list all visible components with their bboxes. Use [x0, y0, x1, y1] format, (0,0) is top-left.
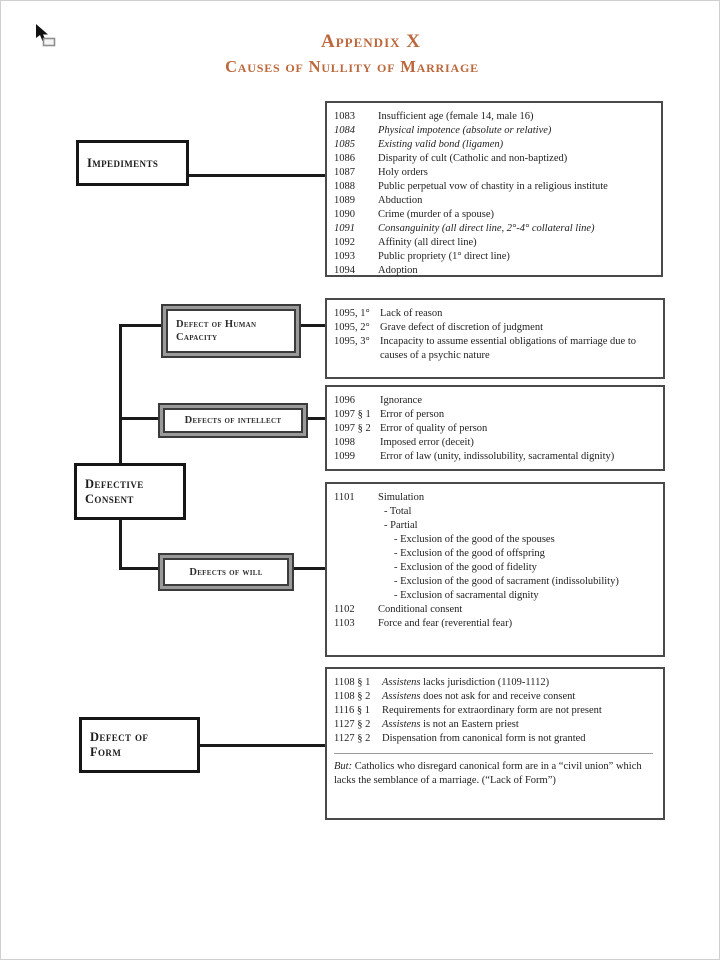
defective-consent-label — [77, 475, 152, 509]
cause-text — [382, 718, 655, 732]
connector-will-right — [289, 567, 327, 570]
cause-text: Ignorance — [380, 395, 422, 406]
cause-text: - Exclusion of the good of fidelity — [394, 562, 537, 573]
list-item — [334, 561, 655, 575]
will-list — [325, 482, 665, 657]
latin-term: Assistens — [382, 677, 421, 688]
list-item — [334, 335, 655, 363]
canon-number: 1095, 1° — [334, 308, 370, 319]
latin-term: Assistens — [382, 719, 421, 730]
list-item — [334, 690, 655, 704]
defects-of-intellect-box — [163, 408, 303, 433]
cause-text: Existing valid bond (ligamen) — [378, 139, 504, 150]
connector-consent-vertical-bottom — [119, 520, 122, 570]
cause-text: - Exclusion of sacramental dignity — [394, 590, 539, 601]
cause-text — [382, 732, 655, 746]
list-item — [334, 180, 653, 194]
cause-text-rest: Dispensation from canonical form is not granted — [382, 733, 586, 744]
note-divider — [334, 753, 653, 754]
canon-number: 1108 § 2 — [334, 691, 371, 702]
cause-text: Disparity of cult (Catholic and non-baptized) — [378, 153, 568, 164]
defective-consent-line1: Defective — [85, 476, 144, 491]
cause-text: Conditional consent — [378, 604, 463, 615]
cause-text-rest: does not ask for and receive consent — [420, 691, 576, 702]
cause-text: Imposed error (deceit) — [380, 437, 474, 448]
list-item — [334, 321, 655, 335]
connector-intellect-left — [119, 417, 166, 420]
canon-number: 1116 § 1 — [334, 705, 370, 716]
cause-text: Crime (murder of a spouse) — [378, 209, 495, 220]
lack-of-form-note — [334, 760, 655, 788]
canon-number: 1127 § 2 — [334, 719, 371, 730]
canon-number: 1083 — [334, 111, 355, 122]
list-item — [334, 394, 655, 408]
connector-intellect-right — [301, 417, 327, 420]
list-item — [334, 617, 655, 631]
form-list — [325, 667, 665, 820]
cause-text: Affinity (all direct line) — [378, 237, 477, 248]
list-item — [334, 110, 653, 124]
list-item — [334, 436, 655, 450]
canon-number: 1094 — [334, 265, 355, 276]
list-item — [334, 166, 653, 180]
cause-text: Simulation — [378, 492, 425, 503]
note-text: Catholics who disregard canonical form are in a “civil union” which lacks the semblance of a marriage. (“Lack of Form”) — [334, 761, 642, 786]
intellect-list — [325, 385, 665, 471]
canon-number: 1101 — [334, 492, 355, 503]
list-item — [334, 676, 655, 690]
list-item — [334, 718, 655, 732]
connector-form — [200, 744, 327, 747]
defect-human-capacity-label — [168, 317, 294, 345]
list-item — [334, 124, 653, 138]
cause-text: Public propriety (1° direct line) — [378, 251, 510, 262]
defect-of-form-label — [82, 728, 156, 762]
connector-consent-vertical-top — [119, 324, 122, 463]
cause-text: Force and fear (reverential fear) — [378, 618, 513, 629]
canon-number: 1087 — [334, 167, 355, 178]
page-title: Appendix X — [321, 31, 421, 52]
canon-number — [334, 547, 378, 561]
cause-text: Abduction — [378, 195, 423, 206]
cause-text: - Exclusion of the good of sacrament (indissolubility) — [394, 576, 619, 587]
list-item — [334, 505, 655, 519]
list-item — [334, 250, 653, 264]
cause-text: Consanguinity (all direct line, 2°-4° collateral line) — [378, 223, 595, 234]
cause-text — [382, 704, 655, 718]
connector-will-left — [119, 567, 166, 570]
canon-number: 1090 — [334, 209, 355, 220]
cause-text: Adoption — [378, 265, 418, 276]
impediments-box — [76, 140, 189, 186]
cause-text: Public perpetual vow of chastity in a religious institute — [378, 181, 608, 192]
canon-number: 1127 § 2 — [334, 733, 371, 744]
canon-number: 1102 — [334, 604, 355, 615]
list-item — [334, 236, 653, 250]
canon-number: 1091 — [334, 223, 355, 234]
list-item — [334, 408, 655, 422]
list-item — [334, 422, 655, 436]
list-item — [334, 307, 655, 321]
defect-of-form-line1: Defect of — [90, 730, 149, 744]
canon-number: 1093 — [334, 251, 355, 262]
defective-consent-box — [74, 463, 186, 520]
list-item — [334, 222, 653, 236]
defects-of-will-box — [163, 558, 289, 586]
cause-text-rest: Requirements for extraordinary form are not present — [382, 705, 602, 716]
cause-text: Holy orders — [378, 167, 428, 178]
canon-number: 1103 — [334, 618, 355, 629]
canon-number — [334, 505, 378, 519]
canon-number — [334, 589, 378, 603]
canon-number: 1084 — [334, 125, 355, 136]
canon-number: 1108 § 1 — [334, 677, 371, 688]
list-item — [334, 603, 655, 617]
connector-capacity-right — [294, 324, 327, 327]
canon-number: 1098 — [334, 437, 355, 448]
canon-number: 1096 — [334, 395, 355, 406]
cause-text — [382, 676, 655, 690]
page-subtitle: Causes of Nullity of Marriage — [225, 57, 479, 76]
canon-number: 1092 — [334, 237, 355, 248]
note-label: But: — [334, 761, 353, 772]
defect-human-capacity-box — [166, 309, 296, 353]
canon-number — [334, 575, 378, 589]
canon-number: 1085 — [334, 139, 355, 150]
defects-of-intellect-label: Defects of intellect — [184, 415, 282, 426]
canon-number: 1089 — [334, 195, 355, 206]
canon-number — [334, 533, 378, 547]
canon-number: 1095, 3° — [334, 336, 370, 347]
defect-of-form-line2: Form — [90, 745, 122, 759]
defects-of-will-label: Defects of will — [189, 566, 263, 578]
list-item — [334, 450, 655, 464]
cause-text-rest: lacks jurisdiction (1109-1112) — [420, 677, 550, 688]
cause-text — [382, 690, 655, 704]
capacity-line1: Defect of Human — [176, 319, 257, 330]
cause-text: - Total — [384, 506, 412, 517]
cause-text: Incapacity to assume essential obligations of marriage due to causes of a psychic nature — [380, 336, 637, 361]
canon-number: 1095, 2° — [334, 322, 370, 333]
latin-term: Assistens — [382, 691, 421, 702]
cause-text: - Exclusion of the good of the spouses — [394, 534, 555, 545]
list-item — [334, 732, 655, 746]
cause-text: Grave defect of discretion of judgment — [380, 322, 543, 333]
cause-text: Insufficient age (female 14, male 16) — [378, 111, 534, 122]
canon-number — [334, 561, 378, 575]
cause-text: Error of quality of person — [380, 423, 488, 434]
list-item — [334, 194, 653, 208]
cause-text-rest: is not an Eastern priest — [420, 719, 519, 730]
cause-text: Error of person — [380, 409, 445, 420]
human-capacity-list — [325, 298, 665, 379]
canon-number: 1086 — [334, 153, 355, 164]
capacity-line2: Capacity — [176, 332, 218, 343]
canon-number: 1099 — [334, 451, 355, 462]
list-item — [334, 547, 655, 561]
list-item — [334, 575, 655, 589]
impediments-list — [325, 101, 663, 277]
list-item — [334, 704, 655, 718]
list-item — [334, 533, 655, 547]
cause-text: - Partial — [384, 520, 418, 531]
list-item — [334, 589, 655, 603]
cause-text: - Exclusion of the good of offspring — [394, 548, 545, 559]
canon-number: 1097 § 2 — [334, 423, 371, 434]
cause-text: Lack of reason — [380, 308, 443, 319]
impediments-label: Impediments — [87, 155, 159, 170]
canon-number: 1088 — [334, 181, 355, 192]
connector-capacity-left — [119, 324, 169, 327]
canon-number: 1097 § 1 — [334, 409, 371, 420]
defect-of-form-box — [79, 717, 200, 773]
list-item — [334, 138, 653, 152]
list-item — [334, 264, 653, 278]
connector-impediments — [189, 174, 327, 177]
defective-consent-line2: Consent — [85, 491, 134, 506]
cause-text: Physical impotence (absolute or relative) — [378, 125, 552, 136]
canon-number — [334, 519, 378, 533]
cause-text: Error of law (unity, indissolubility, sacramental dignity) — [380, 451, 615, 462]
list-item — [334, 208, 653, 222]
list-item — [334, 152, 653, 166]
list-item — [334, 491, 655, 505]
list-item — [334, 519, 655, 533]
